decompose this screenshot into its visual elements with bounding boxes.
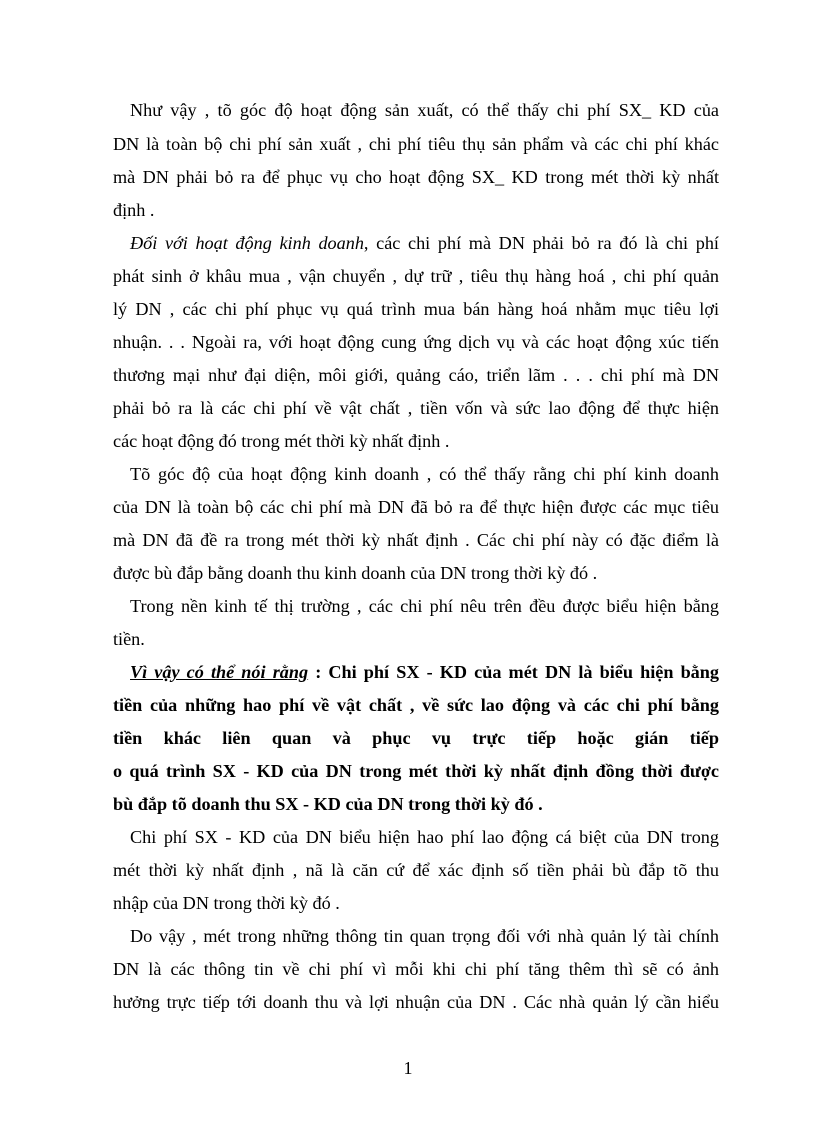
paragraph-line: định . (113, 200, 155, 220)
paragraph-line: các hoạt động đó trong mét thời kỳ nhất định . (113, 431, 450, 451)
definition-line (130, 661, 719, 683)
paragraph-line: phát sinh ở khâu mua , vận chuyển , dự trữ , tiêu thụ hàng hoá , chi phí quản (113, 266, 719, 286)
paragraph-line: mà DN đã đề ra trong mét thời kỳ nhất định . Các chi phí này có đặc điểm là (113, 530, 719, 550)
paragraph-line: Như vậy , tõ góc độ hoạt động sản xuất, có thể thấy chi phí SX_ KD của (130, 100, 719, 120)
paragraph-line: Chi phí SX - KD của DN biểu hiện hao phí lao động cá biệt của DN trong (130, 827, 719, 847)
definition-line: tiền của những hao phí về vật chất , về sức lao động và các chi phí bằng (113, 695, 719, 715)
paragraph-line: mét thời kỳ nhất định , nã là căn cứ để xác định số tiền phải bù đắp tõ thu (113, 860, 719, 880)
paragraph-line: lý DN , các chi phí phục vụ quá trình mua bán hàng hoá nhằm mục tiêu lợi (113, 299, 719, 319)
paragraph-line: DN là các thông tin về chi phí vì mỗi khi chi phí tăng thêm thì sẽ có ảnh (113, 959, 719, 979)
paragraph-line: hưởng trực tiếp tới doanh thu và lợi nhuận của DN . Các nhà quản lý cần hiểu (113, 992, 719, 1012)
definition-line: o quá trình SX - KD của DN trong mét thời kỳ nhất định đồng thời được (113, 761, 719, 781)
paragraph-line: DN là toàn bộ chi phí sản xuất , chi phí tiêu thụ sản phẩm và các chi phí khác (113, 134, 719, 154)
paragraph-line: thương mại như đại diện, môi giới, quảng cáo, triển lãm . . . chi phí mà DN (113, 365, 719, 385)
line-text: , các chi phí mà DN phải bỏ ra đó là chi phí (363, 233, 719, 253)
italic-lead: Đối với hoạt động kinh doanh (130, 233, 364, 253)
paragraph-line: của DN là toàn bộ các chi phí mà DN đã bỏ ra để thực hiện được các mục tiêu (113, 497, 719, 517)
page-number: 1 (403, 1058, 413, 1078)
definition-line: tiền khác liên quan và phục vụ trực tiếp hoặc gián tiếp (113, 728, 719, 748)
paragraph-line: tiền. (113, 629, 145, 649)
paragraph-line: Do vậy , mét trong những thông tin quan trọng đối với nhà quản lý tài chính (130, 926, 719, 946)
paragraph-line: phải bỏ ra là các chi phí về vật chất , tiền vốn và sức lao động để thực hiện (113, 398, 719, 418)
paragraph-line: Trong nền kinh tế thị trường , các chi phí nêu trên đều được biểu hiện bằng (130, 596, 719, 616)
paragraph-line: nhuận. . . Ngoài ra, với hoạt động cung ứng dịch vụ và các hoạt động xúc tiến (113, 332, 719, 352)
definition-lead: Vì vậy có thể nói rằng (130, 662, 309, 682)
paragraph-line: mà DN phải bỏ ra để phục vụ cho hoạt động SX_ KD trong mét thời kỳ nhất (113, 167, 719, 187)
paragraph-line (130, 232, 719, 254)
line-text: : Chi phí SX - KD của mét DN là biểu hiện bằng (308, 662, 719, 682)
paragraph-line: nhập của DN trong thời kỳ đó . (113, 893, 340, 913)
definition-line: bù đắp tõ doanh thu SX - KD của DN trong thời kỳ đó . (113, 794, 543, 814)
paragraph-line: Tõ góc độ của hoạt động kinh doanh , có thể thấy rằng chi phí kinh doanh (130, 464, 719, 484)
paragraph-line: được bù đắp bằng doanh thu kinh doanh của DN trong thời kỳ đó . (113, 563, 598, 583)
